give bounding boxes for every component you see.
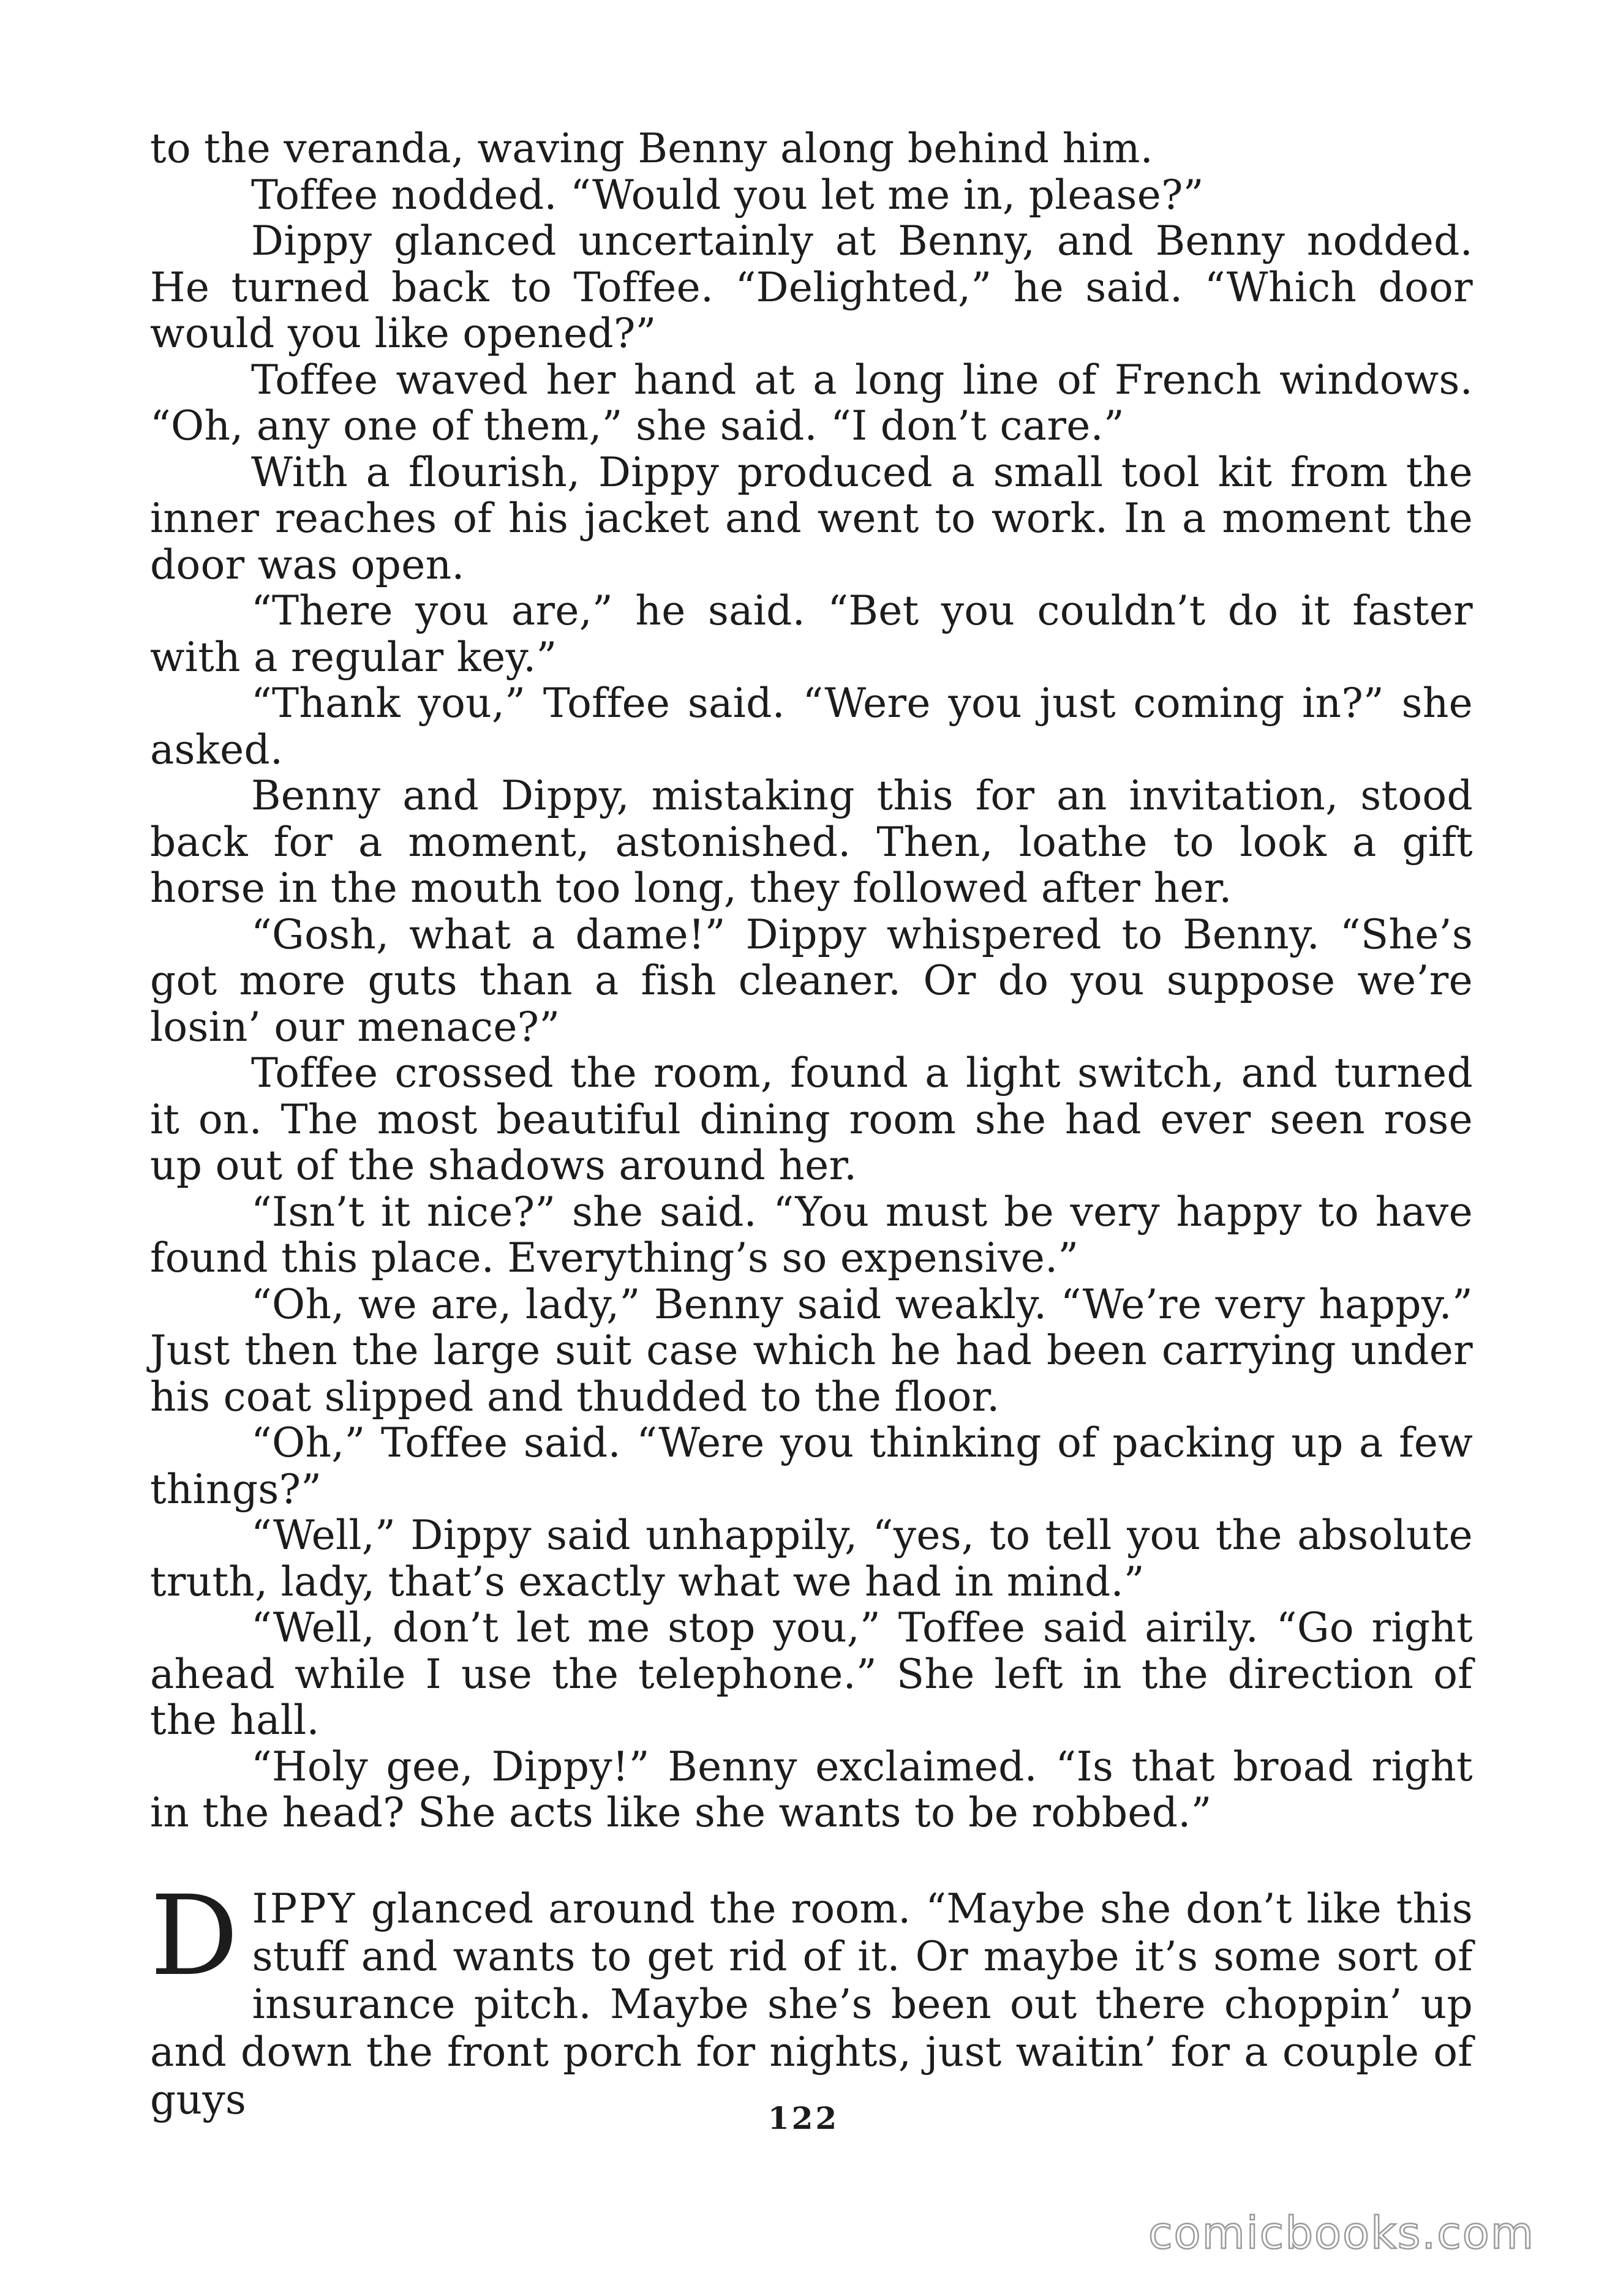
- paragraph-15: “Well, don’t let me stop you,” Toffee said airily. “Go right ahead while I use the telephone.” She left in the direction of the hall.: [150, 1604, 1473, 1744]
- paragraph-13: “Oh,” Toffee said. “Were you thinking of packing up a few things?”: [150, 1419, 1473, 1513]
- page-number: 122: [767, 2100, 840, 2136]
- paragraph-2: Toffee nodded. “Would you let me in, please?”: [251, 171, 1204, 219]
- paragraph-5: With a flourish, Dippy produced a small tool kit from the inner reaches of his jacket and went to work. In a moment the door was open.: [150, 448, 1473, 588]
- paragraph-9: “Gosh, what a dame!” Dippy whispered to Benny. “She’s got more guts than a fish cleaner. Or do you suppose we’re losin’ our menace?”: [150, 910, 1473, 1051]
- small-caps-lead: IPPY: [252, 1885, 357, 1932]
- watermark: comicbooks.com: [1148, 2207, 1535, 2259]
- paragraph-11: “Isn’t it nice?” she said. “You must be very happy to have found this place. Everything’s so expensive.”: [150, 1188, 1473, 1281]
- paragraph-8: Benny and Dippy, mistaking this for an invitation, stood back for a moment, astonished. Then, loathe to look a gift horse in the mouth too long, they followed after her.: [150, 772, 1473, 912]
- section-break: [150, 1836, 1473, 1885]
- paragraph-16: “Holy gee, Dippy!” Benny exclaimed. “Is that broad right in the head? She acts like she wants to be robbed.”: [150, 1743, 1473, 1836]
- paragraph-4: Toffee waved her hand at a long line of French windows. “Oh, any one of them,” she said. “I don’t care.”: [150, 356, 1473, 449]
- paragraph-1: to the veranda, waving Benny along behind him.: [150, 125, 1153, 172]
- paragraph-3: Dippy glanced uncertainly at Benny, and Benny nodded. He turned back to Toffee. “Delighted,” he said. “Which door would you like opened?”: [150, 217, 1473, 357]
- paragraph-14: “Well,” Dippy said unhappily, “yes, to tell you the absolute truth, lady, that’s exactly what we had in mind.”: [150, 1512, 1473, 1605]
- paragraph-6: “There you are,” he said. “Bet you couldn’t do it faster with a regular key.”: [150, 587, 1473, 681]
- body-text: [150, 126, 1473, 2124]
- drop-cap: D: [150, 1872, 239, 2000]
- paragraph-12: “Oh, we are, lady,” Benny said weakly. “We’re very happy.” Just then the large suit case which he had been carrying under his coat slipped and thudded to the floor.: [150, 1280, 1473, 1420]
- paragraph-10: Toffee crossed the room, found a light switch, and turned it on. The most beautiful dining room she had ever seen rose up out of the shadows around her.: [150, 1049, 1473, 1189]
- paragraph-7: “Thank you,” Toffee said. “Were you just coming in?” she asked.: [150, 680, 1473, 773]
- section-opening-text: glanced around the room. “Maybe she don’t like this stuff and wants to get rid of it. Or maybe it’s some sort of insurance pitch. Maybe she’s been out there choppin’ up and down the front porch for nights, just waitin’ for a couple of guys: [150, 1885, 1473, 2123]
- section-opening-paragraph: [150, 1872, 1473, 2124]
